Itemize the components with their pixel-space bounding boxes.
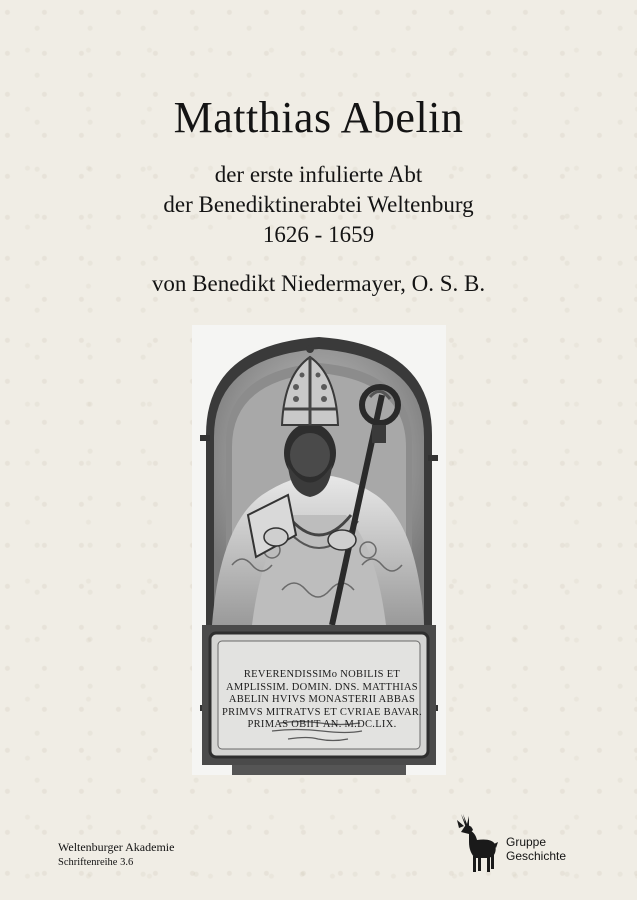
- inscription-line-4: PRIMVS MITRATVS ET CVRIAE BAVAR.: [222, 706, 423, 718]
- inscription-line-2: AMPLISSIM. DOMIN. DNS. MATTHIAS: [226, 681, 418, 693]
- group-label: [506, 835, 566, 863]
- inscription-line-5: PRIMAS OBIIT AN. M.DC.LIX.: [247, 719, 397, 730]
- group-line-2: Geschichte: [506, 849, 567, 863]
- subtitle-line-2: der Benediktinerabtei Weltenburg: [163, 192, 474, 217]
- book-title: Matthias Abelin: [173, 93, 464, 142]
- inscription-line-1: REVERENDISSIMo NOBILIS ET: [243, 669, 401, 680]
- publisher-name: Weltenburger Akademie: [58, 840, 175, 854]
- subtitle-years: 1626 - 1659: [262, 222, 375, 247]
- series-number: Schriftenreihe 3.6: [58, 857, 134, 868]
- author-line: von Benedikt Niedermayer, O. S. B.: [151, 271, 486, 296]
- epitaph-inscription: [222, 669, 422, 732]
- inscription-line-3: ABELIN HVIVS MONASTERII ABBAS: [228, 694, 416, 705]
- deer-logo-icon: [455, 812, 499, 874]
- group-line-1: Gruppe: [506, 835, 547, 849]
- subtitle-line-1: der erste infulierte Abt: [214, 162, 423, 187]
- publisher-block: [58, 840, 174, 870]
